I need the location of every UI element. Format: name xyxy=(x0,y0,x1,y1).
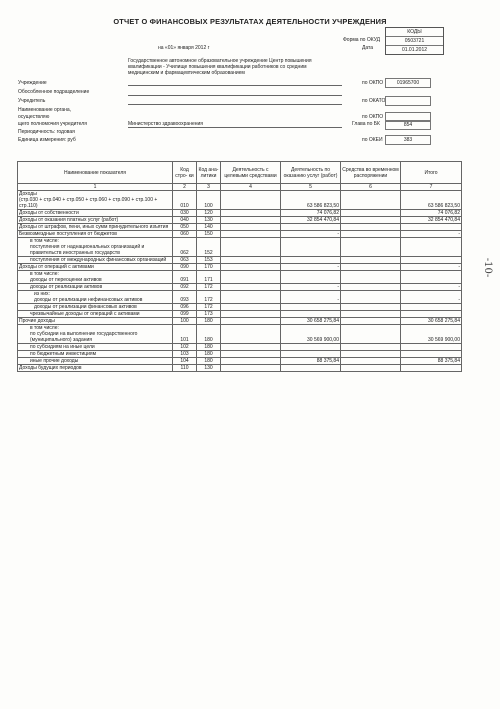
row-temporary xyxy=(341,344,401,351)
col-header-temporary: Средства во временном распоряжении xyxy=(341,162,401,184)
row-analytic-code: 173 xyxy=(197,311,221,318)
row-analytic-code: 150 xyxy=(197,231,221,238)
row-target-funds xyxy=(221,238,281,257)
row-temporary xyxy=(341,271,401,284)
obosobl-label: Обособленное подразделение xyxy=(18,89,90,95)
row-total: - xyxy=(401,231,462,238)
row-target-funds xyxy=(221,284,281,291)
row-total: - xyxy=(401,264,462,271)
row-target-funds xyxy=(221,291,281,304)
row-temporary xyxy=(341,358,401,365)
row-name: Доходы (стр.030 + стр.040 + стр.050 + стр.060 + стр.090 + стр.100 + стр.110) xyxy=(18,191,173,210)
row-services: - xyxy=(281,284,341,291)
row-total: - xyxy=(401,291,462,304)
row-target-funds xyxy=(221,271,281,284)
row-total xyxy=(401,351,462,358)
table-row xyxy=(18,238,462,257)
row-services: 30 658 275,84 xyxy=(281,318,341,325)
col-num: 4 xyxy=(221,184,281,191)
col-header-total: Итого xyxy=(401,162,462,184)
row-line-code: 010 xyxy=(173,191,197,210)
row-total xyxy=(401,344,462,351)
row-line-code: 102 xyxy=(173,344,197,351)
table-row xyxy=(18,351,462,358)
row-temporary xyxy=(341,191,401,210)
row-name: Прочие доходы xyxy=(18,318,173,325)
row-line-code: 096 xyxy=(173,304,197,311)
codes-box xyxy=(385,27,444,55)
row-name: Доходы от штрафов, пени, иных сумм принудительного изъятия xyxy=(18,224,173,231)
row-temporary xyxy=(341,325,401,344)
col-num: 3 xyxy=(197,184,221,191)
row-total xyxy=(401,365,462,372)
uchreditel-underline xyxy=(128,104,342,105)
row-name: доходы от реализации финансовых активов xyxy=(18,304,173,311)
date-code: 01.01.2012 xyxy=(386,45,443,54)
row-total: 63 586 823,50 xyxy=(401,191,462,210)
okato-label: по ОКАТО xyxy=(362,98,386,104)
table-row xyxy=(18,264,462,271)
row-total: 32 854 470,84 xyxy=(401,217,462,224)
row-target-funds xyxy=(221,191,281,210)
row-temporary xyxy=(341,304,401,311)
row-analytic-code: 152 xyxy=(197,238,221,257)
col-num: 2 xyxy=(173,184,197,191)
row-target-funds xyxy=(221,257,281,264)
col-header-line: Код стро- ки xyxy=(173,162,197,184)
row-line-code: 100 xyxy=(173,318,197,325)
glava-label: Глава по БК xyxy=(352,121,380,127)
table-row xyxy=(18,217,462,224)
row-analytic-code: 172 xyxy=(197,304,221,311)
row-line-code: 062 xyxy=(173,238,197,257)
row-line-code: 110 xyxy=(173,365,197,372)
row-target-funds xyxy=(221,231,281,238)
row-name: по субсидиям на иные цели xyxy=(18,344,173,351)
okpo2-label: по ОКПО xyxy=(362,114,384,120)
row-target-funds xyxy=(221,344,281,351)
row-analytic-code: 153 xyxy=(197,257,221,264)
polnomoch-label: щего полномочия учредителя xyxy=(18,121,87,127)
row-name: в том числе: поступления от наднациональных организаций и правительств иностранных государств xyxy=(18,238,173,257)
row-services: - xyxy=(281,231,341,238)
row-analytic-code: 180 xyxy=(197,358,221,365)
org-underline xyxy=(128,85,342,86)
table-row xyxy=(18,291,462,304)
unit-label: Единица измерения: руб xyxy=(18,137,76,143)
table-header-row xyxy=(18,162,462,184)
osuschestv-label: осуществляю xyxy=(18,114,50,120)
row-target-funds xyxy=(221,365,281,372)
row-total xyxy=(401,304,462,311)
row-analytic-code: 120 xyxy=(197,210,221,217)
row-analytic-code: 100 xyxy=(197,191,221,210)
row-analytic-code: 172 xyxy=(197,291,221,304)
row-services: 30 569 900,00 xyxy=(281,325,341,344)
obosobl-underline xyxy=(128,95,342,96)
row-analytic-code: 180 xyxy=(197,318,221,325)
row-services: - xyxy=(281,264,341,271)
table-row xyxy=(18,304,462,311)
row-target-funds xyxy=(221,264,281,271)
period-label: Периодичность: годовая xyxy=(18,129,75,135)
col-num: 7 xyxy=(401,184,462,191)
row-total xyxy=(401,271,462,284)
row-total: 30 569 900,00 xyxy=(401,325,462,344)
row-total: 74 076,82 xyxy=(401,210,462,217)
row-name: Доходы от операций с активами xyxy=(18,264,173,271)
row-temporary xyxy=(341,311,401,318)
row-name: иные прочие доходы xyxy=(18,358,173,365)
row-services: 32 854 470,84 xyxy=(281,217,341,224)
okei-value: 383 xyxy=(385,135,431,145)
row-name: по бюджетным инвестициям xyxy=(18,351,173,358)
row-temporary xyxy=(341,257,401,264)
table-row xyxy=(18,191,462,210)
table-row xyxy=(18,318,462,325)
row-services xyxy=(281,271,341,284)
report-title: ОТЧЕТ О ФИНАНСОВЫХ РЕЗУЛЬТАТАХ ДЕЯТЕЛЬНОСТИ УЧРЕЖДЕНИЯ xyxy=(113,17,387,26)
table-row xyxy=(18,358,462,365)
naim-organa-label: Наименование органа, xyxy=(18,107,72,113)
row-temporary xyxy=(341,231,401,238)
row-total xyxy=(401,311,462,318)
col-num: 6 xyxy=(341,184,401,191)
row-analytic-code: 171 xyxy=(197,271,221,284)
row-temporary xyxy=(341,238,401,257)
row-name: Безвозмездные поступления от бюджетов xyxy=(18,231,173,238)
okato-value xyxy=(385,96,431,106)
row-target-funds xyxy=(221,311,281,318)
row-total: - xyxy=(401,284,462,291)
row-services xyxy=(281,344,341,351)
table-row xyxy=(18,284,462,291)
row-target-funds xyxy=(221,224,281,231)
glava-value: 854 xyxy=(385,120,431,130)
row-target-funds xyxy=(221,210,281,217)
table-row xyxy=(18,365,462,372)
col-header-services: Деятельность по оказанию услуг (работ) xyxy=(281,162,341,184)
row-target-funds xyxy=(221,358,281,365)
row-name: чрезвычайные доходы от операций с активами xyxy=(18,311,173,318)
row-name: в том числе: по субсидии на выполнение государственного (муниципального) задания xyxy=(18,325,173,344)
row-total xyxy=(401,257,462,264)
row-total: 88 375,84 xyxy=(401,358,462,365)
ministry-name: Министерство здравоохранения xyxy=(128,121,203,127)
date-line: на «01» января 2012 г xyxy=(158,45,210,51)
okpo-value: 01965700 xyxy=(385,78,431,88)
row-name: из них: доходы от реализации нефинансовых активов xyxy=(18,291,173,304)
row-line-code: 060 xyxy=(173,231,197,238)
row-services xyxy=(281,304,341,311)
col-header-target: Деятельность с целевыми средствами xyxy=(221,162,281,184)
row-total xyxy=(401,238,462,257)
okpo-label: по ОКПО xyxy=(362,80,384,86)
row-temporary xyxy=(341,210,401,217)
row-line-code: 030 xyxy=(173,210,197,217)
row-temporary xyxy=(341,224,401,231)
row-services xyxy=(281,224,341,231)
row-analytic-code: 130 xyxy=(197,217,221,224)
uchreditel-label: Учредитель xyxy=(18,98,46,104)
table-row xyxy=(18,210,462,217)
row-temporary xyxy=(341,318,401,325)
row-services xyxy=(281,311,341,318)
row-target-funds xyxy=(221,318,281,325)
row-temporary xyxy=(341,365,401,372)
row-line-code: 104 xyxy=(173,358,197,365)
row-temporary xyxy=(341,264,401,271)
table-row xyxy=(18,271,462,284)
col-header-name: Наименование показателя xyxy=(18,162,173,184)
row-services xyxy=(281,351,341,358)
col-num: 1 xyxy=(18,184,173,191)
uchrezhdenie-label: Учреждение xyxy=(18,80,47,86)
org-name: Государственное автономное образовательное учреждение Центр повышения квалификации - Училище повышения квалификации работников со средним медицинским и фармацевтическим образованием xyxy=(128,58,312,76)
row-name: доходы от реализации активов xyxy=(18,284,173,291)
row-services: 63 586 823,50 xyxy=(281,191,341,210)
row-services xyxy=(281,365,341,372)
row-analytic-code: 180 xyxy=(197,351,221,358)
row-line-code: 099 xyxy=(173,311,197,318)
row-total xyxy=(401,224,462,231)
row-name: Доходы от собственности xyxy=(18,210,173,217)
row-line-code: 101 xyxy=(173,325,197,344)
row-temporary xyxy=(341,217,401,224)
table-row xyxy=(18,344,462,351)
row-analytic-code: 140 xyxy=(197,224,221,231)
okei-label: по ОКЕИ xyxy=(362,137,383,143)
row-analytic-code: 130 xyxy=(197,365,221,372)
table-row xyxy=(18,224,462,231)
row-services: - xyxy=(281,291,341,304)
table-row xyxy=(18,311,462,318)
col-header-code: Код ана- литики xyxy=(197,162,221,184)
row-temporary xyxy=(341,291,401,304)
col-num: 5 xyxy=(281,184,341,191)
row-services xyxy=(281,257,341,264)
row-line-code: 063 xyxy=(173,257,197,264)
row-services xyxy=(281,238,341,257)
row-line-code: 103 xyxy=(173,351,197,358)
row-line-code: 090 xyxy=(173,264,197,271)
row-line-code: 093 xyxy=(173,291,197,304)
row-services: 88 375,84 xyxy=(281,358,341,365)
okud-code: 0503721 xyxy=(386,36,443,45)
ministry-underline xyxy=(128,127,342,128)
forma-okud-label: Форма по ОКУД xyxy=(343,37,381,43)
financial-results-table xyxy=(17,161,462,372)
row-total: 30 658 275,84 xyxy=(401,318,462,325)
row-name: поступления от международных финансовых организаций xyxy=(18,257,173,264)
table-row xyxy=(18,325,462,344)
row-target-funds xyxy=(221,325,281,344)
row-line-code: 040 xyxy=(173,217,197,224)
date-label: Дата xyxy=(362,45,374,51)
row-analytic-code: 180 xyxy=(197,325,221,344)
row-line-code: 050 xyxy=(173,224,197,231)
row-analytic-code: 170 xyxy=(197,264,221,271)
row-target-funds xyxy=(221,304,281,311)
table-row xyxy=(18,231,462,238)
table-row xyxy=(18,257,462,264)
row-analytic-code: 172 xyxy=(197,284,221,291)
page-number-mark: -10- xyxy=(482,257,494,278)
row-line-code: 091 xyxy=(173,271,197,284)
row-target-funds xyxy=(221,217,281,224)
row-temporary xyxy=(341,284,401,291)
row-analytic-code: 180 xyxy=(197,344,221,351)
row-line-code: 092 xyxy=(173,284,197,291)
row-target-funds xyxy=(221,351,281,358)
row-name: в том числе: доходы от переоценки активов xyxy=(18,271,173,284)
row-temporary xyxy=(341,351,401,358)
row-services: 74 076,82 xyxy=(281,210,341,217)
row-name: Доходы будущих периодов xyxy=(18,365,173,372)
table-colnum-row xyxy=(18,184,462,191)
codes-header: КОДЫ xyxy=(407,29,422,35)
row-name: Доходы от оказания платных услуг (работ) xyxy=(18,217,173,224)
